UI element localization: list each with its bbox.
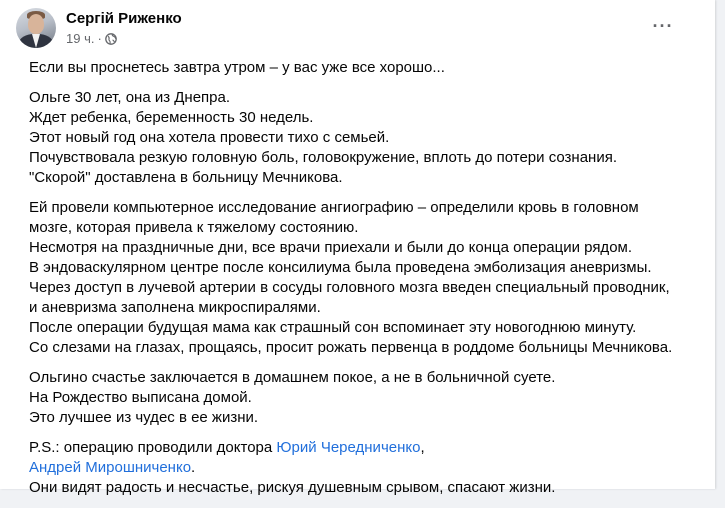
text-line [29,438,699,458]
doctor-link-2[interactable]: Андрей Мирошниченко [29,459,192,476]
doctor-link-1[interactable]: Юрий Чередниченко [276,439,421,456]
post-meta [66,31,117,46]
text-line: Ждет ребенка, беременность 30 недель. [29,109,314,126]
paragraph-1 [29,58,699,78]
author-avatar[interactable] [16,8,56,48]
text-line: Со слезами на глазах, прощаясь, просит рожать первенца в роддоме больницы Мечникова. [29,339,673,356]
text-line: Ей провели компьютерное исследование ангиографию – определили кровь в головном [29,199,639,216]
text-line: Через доступ в лучевой артерии в сосуды головного мозга введен специальный проводник, [29,279,670,296]
globe-icon[interactable] [105,33,117,45]
author-name[interactable]: Сергій Риженко [66,10,182,27]
post-timestamp[interactable]: 19 ч. [66,31,95,46]
text-line: Этот новый год она хотела провести тихо с семьей. [29,129,390,146]
text-line: После операции будущая мама как страшный сон вспоминает эту новогоднюю минуту. [29,319,637,336]
more-options-icon[interactable]: ··· [652,15,674,36]
ps-prefix: P.S.: операцию проводили доктора [29,439,277,456]
text-line [29,458,699,478]
meta-separator: · [97,31,102,46]
text-line: В эндоваскулярном центре после консилиума была проведена эмболизация аневризмы. [29,259,652,276]
text-line: и аневризма заполнена микроспиралями. [29,299,321,316]
text-line: "Скорой" доставлена в больницу Мечникова. [29,169,343,186]
avatar-face [28,14,44,34]
paragraph-3 [29,198,699,358]
text-line: Если вы проснетесь завтра утром – у вас уже все хорошо... [29,59,445,76]
paragraph-2 [29,88,699,188]
ps-comma: , [420,439,425,456]
paragraph-4 [29,368,699,428]
paragraph-5 [29,438,699,498]
ps-dot: . [191,459,196,476]
text-line: Ольге 30 лет, она из Днепра. [29,89,231,106]
text-line: Почувствовала резкую головную боль, головокружение, вплоть до потери сознания. [29,149,617,166]
text-line: На Рождество выписана домой. [29,389,252,406]
post-text [29,58,699,508]
text-line: Ольгино счастье заключается в домашнем покое, а не в больничной суете. [29,369,556,386]
text-line: Несмотря на праздничные дни, все врачи приехали и были до конца операции рядом. [29,239,633,256]
text-line: Это лучшее из чудес в ее жизни. [29,409,259,426]
text-line: мозге, которая привела к тяжелому состоянию. [29,219,359,236]
text-line: Они видят радость и несчастье, рискуя душевным срывом, спасают жизни. [29,479,556,496]
